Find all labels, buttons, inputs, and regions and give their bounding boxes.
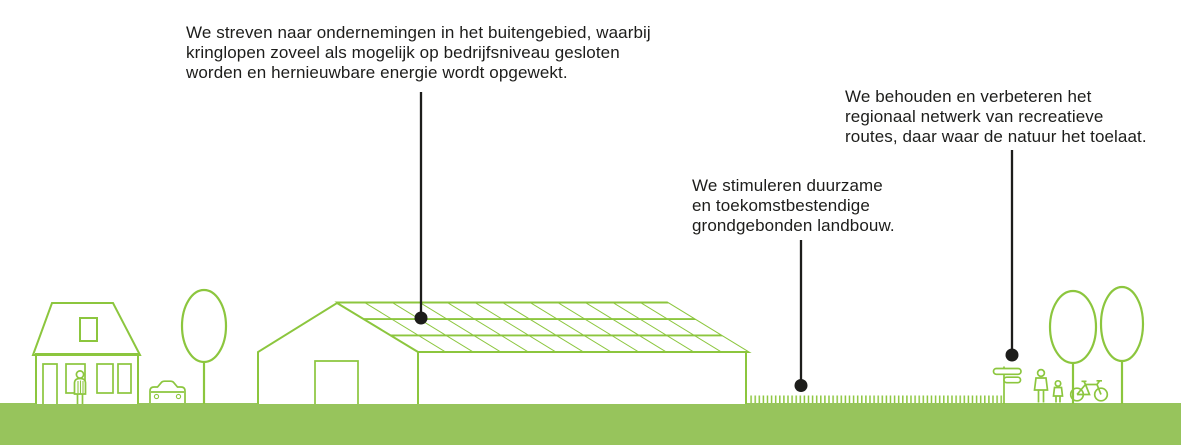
annotation-line: We behouden en verbeteren het <box>845 87 1092 106</box>
tree-icon <box>1101 287 1143 404</box>
annotation-line: We stimuleren duurzame <box>692 176 883 195</box>
window <box>97 364 113 393</box>
window <box>118 364 131 393</box>
grass-strip <box>0 403 1181 445</box>
annotation-line: worden en hernieuwbare energie wordt opgewekt. <box>186 63 568 82</box>
barn-icon <box>258 303 749 405</box>
child-pedestrian-icon <box>1054 381 1063 403</box>
barn-door <box>315 361 358 404</box>
annotation-line: en toekomstbestendige <box>692 196 870 215</box>
crop-fringe <box>750 396 1003 404</box>
front-door <box>43 364 57 404</box>
bicycle-icon <box>1071 381 1108 401</box>
adult-pedestrian-icon <box>1035 370 1048 403</box>
car-icon <box>150 381 185 403</box>
annotation-line: We streven naar ondernemingen in het buitengebied, waarbij <box>186 23 651 42</box>
tree-icon <box>182 290 226 404</box>
annotation-line: kringlopen zoveel als mogelijk op bedrijfsniveau gesloten <box>186 43 620 62</box>
annotation-energy <box>186 23 651 83</box>
annotation-line: grondgebonden landbouw. <box>692 216 895 235</box>
annotation-recreation <box>845 87 1147 147</box>
leader-dot-agriculture <box>795 379 808 392</box>
annotation-line: routes, daar waar de natuur het toelaat. <box>845 127 1147 146</box>
annotation-agriculture <box>692 176 895 236</box>
barn-front-wall <box>418 352 746 404</box>
house-icon <box>33 303 140 404</box>
leader-dot-recreation <box>1006 349 1019 362</box>
leader-dot-energy <box>415 312 428 325</box>
dormer-window <box>80 318 97 341</box>
annotation-line: regionaal netwerk van recreatieve <box>845 107 1104 126</box>
